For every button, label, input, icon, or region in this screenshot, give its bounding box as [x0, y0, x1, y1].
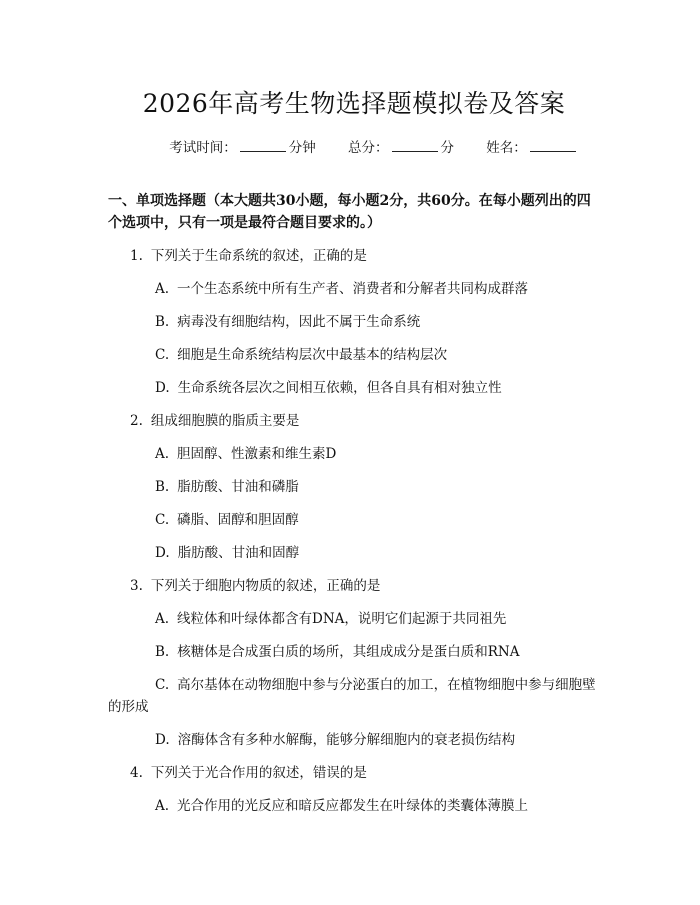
time-label: 考试时间：	[169, 140, 237, 156]
student-name	[486, 140, 579, 156]
score-blank	[392, 139, 438, 152]
total-score	[348, 140, 454, 156]
option-4a	[108, 795, 600, 817]
option-letter: C.	[155, 347, 170, 363]
question-number: 3.	[130, 578, 143, 594]
option-letter: B.	[155, 314, 170, 330]
option-letter: C.	[155, 677, 170, 693]
option-2d	[108, 542, 600, 564]
time-unit: 分钟	[288, 140, 316, 156]
option-letter: B.	[155, 644, 170, 660]
option-text: 脂肪酸、甘油和固醇	[177, 545, 300, 561]
question-3	[108, 575, 600, 597]
option-text: 溶酶体含有多种水解酶，能够分解细胞内的衰老损伤结构	[177, 732, 516, 748]
option-text: 一个生态系统中所有生产者、消费者和分解者共同构成群落	[177, 281, 529, 297]
question-stem: 下列关于光合作用的叙述，错误的是	[150, 765, 367, 781]
question-1	[108, 245, 600, 267]
question-stem: 下列关于生命系统的叙述，正确的是	[150, 248, 367, 264]
option-3c	[108, 674, 600, 718]
option-3a	[108, 608, 600, 630]
question-number: 2.	[130, 413, 143, 429]
exam-meta	[108, 137, 600, 159]
name-blank	[530, 139, 576, 152]
page-title: 2026年高考生物选择题模拟卷及答案	[142, 89, 566, 118]
question-number: 4.	[130, 765, 143, 781]
question-2	[108, 410, 600, 432]
score-label: 总分：	[348, 140, 389, 156]
option-text: 线粒体和叶绿体都含有DNA，说明它们起源于共同祖先	[177, 611, 507, 627]
option-1b	[108, 311, 600, 333]
option-1d	[108, 377, 600, 399]
option-text: 胆固醇、性激素和维生素D	[177, 446, 337, 462]
option-letter: B.	[155, 479, 170, 495]
option-letter: D.	[155, 732, 170, 748]
option-letter: C.	[155, 512, 170, 528]
name-label: 姓名：	[486, 140, 527, 156]
option-letter: A.	[155, 798, 170, 814]
question-4	[108, 762, 600, 784]
option-2c	[108, 509, 600, 531]
option-text: 磷脂、固醇和胆固醇	[177, 512, 299, 528]
option-3d	[108, 729, 600, 751]
time-blank	[240, 139, 286, 152]
option-text: 生命系统各层次之间相互依赖，但各自具有相对独立性	[177, 380, 502, 396]
option-3b	[108, 641, 600, 663]
option-text: 脂肪酸、甘油和磷脂	[177, 479, 299, 495]
question-stem: 下列关于细胞内物质的叙述，正确的是	[150, 578, 381, 594]
option-text: 病毒没有细胞结构，因此不属于生命系统	[177, 314, 421, 330]
question-stem: 组成细胞膜的脂质主要是	[150, 413, 300, 429]
option-letter: A.	[155, 281, 170, 297]
score-unit: 分	[440, 140, 454, 156]
option-letter: A.	[155, 446, 170, 462]
question-number: 1.	[130, 248, 143, 264]
option-text: 核糖体是合成蛋白质的场所，其组成成分是蛋白质和RNA	[177, 644, 520, 660]
option-text: 高尔基体在动物细胞中参与分泌蛋白的加工，在植物细胞中参与细胞壁的形成	[108, 677, 596, 715]
option-1a	[108, 278, 600, 300]
exam-time	[169, 140, 316, 156]
option-letter: A.	[155, 611, 170, 627]
option-letter: D.	[155, 545, 170, 561]
option-letter: D.	[155, 380, 170, 396]
option-1c	[108, 344, 600, 366]
option-2a	[108, 443, 600, 465]
option-2b	[108, 476, 600, 498]
section-header: 一、单项选择题（本大题共30小题，每小题2分，共60分。在每小题列出的四个选项中，只有一项是最符合题目要求的。）	[108, 193, 591, 231]
option-text: 细胞是生命系统结构层次中最基本的结构层次	[177, 347, 448, 363]
option-text: 光合作用的光反应和暗反应都发生在叶绿体的类囊体薄膜上	[177, 798, 529, 814]
